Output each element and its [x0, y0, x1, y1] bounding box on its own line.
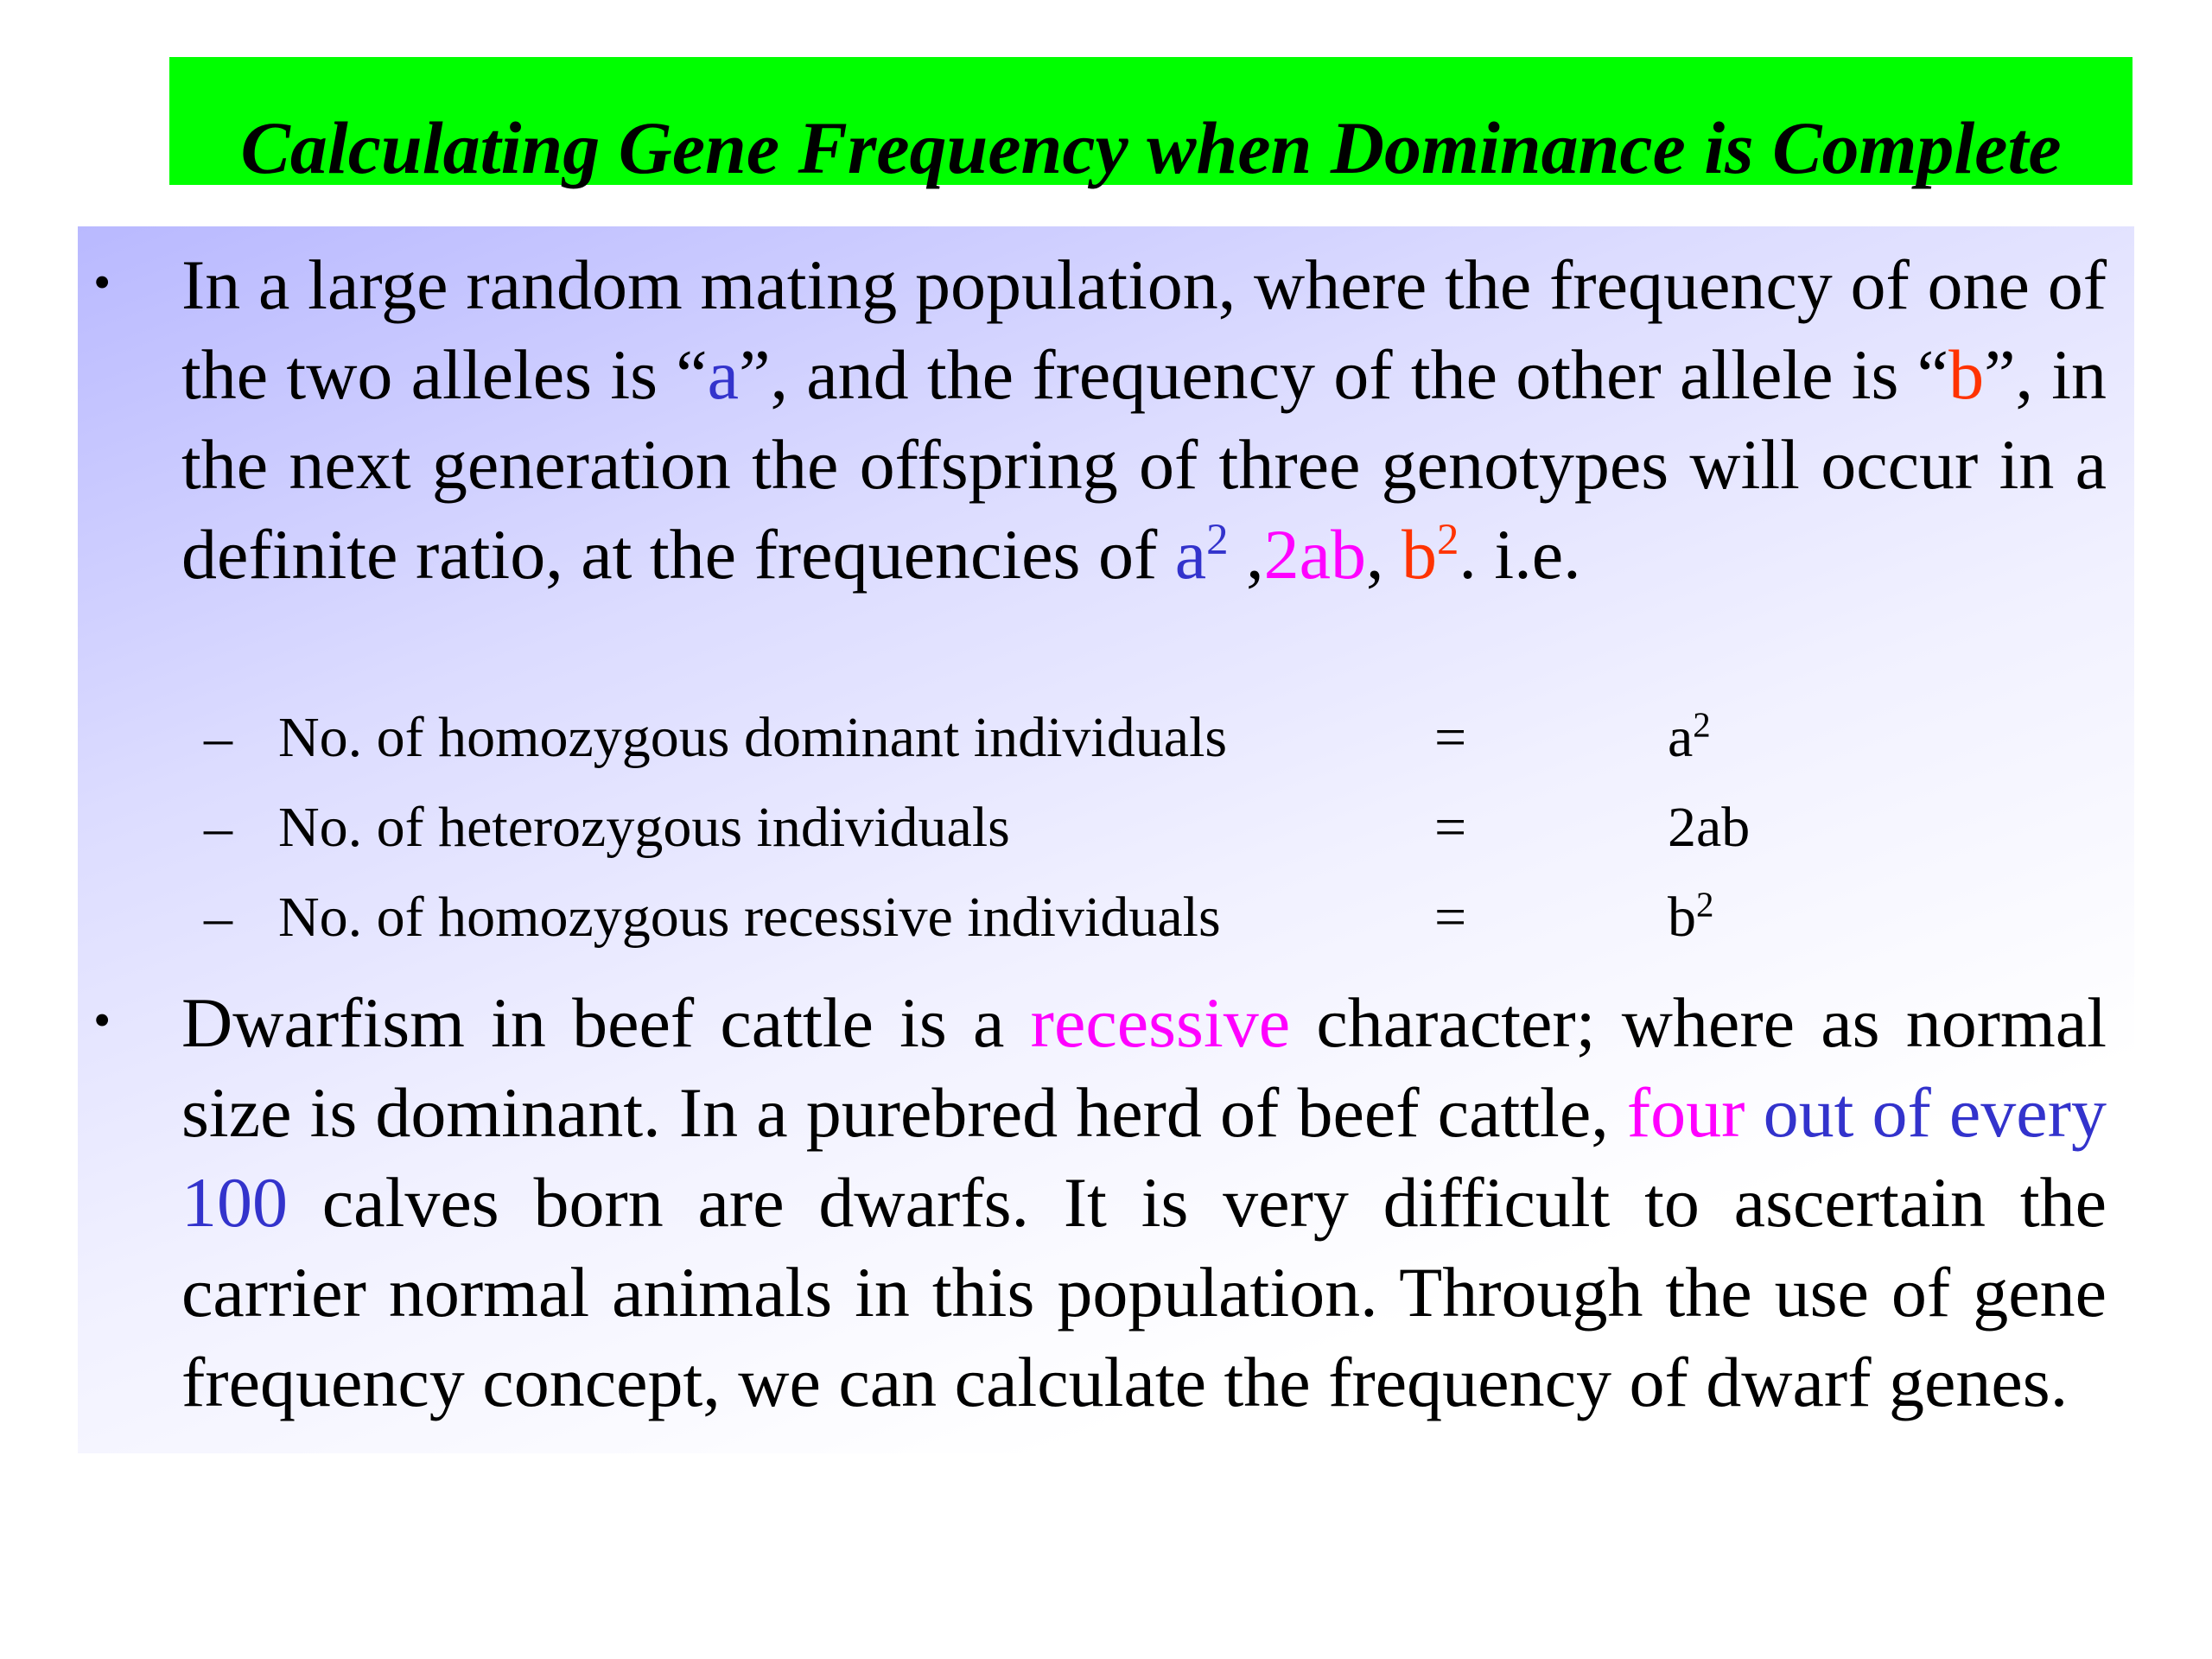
equals-sign: = — [1434, 796, 1467, 859]
two-ab-term: 2ab — [1263, 515, 1366, 594]
genotype-label: No. of homozygous dominant individuals — [278, 706, 1228, 769]
genotype-label: No. of homozygous recessive individuals — [278, 886, 1221, 949]
genotype-row-heterozygous — [204, 793, 1846, 862]
genotype-row-dominant — [204, 703, 1846, 772]
genotype-value: $b^2$ — [1668, 885, 1714, 949]
dash-marker: – — [204, 796, 232, 859]
equals-sign: = — [1434, 706, 1467, 769]
genotype-value: 2ab — [1668, 796, 1751, 859]
genotype-value: $a^2$ — [1668, 705, 1711, 769]
b-squared-term: $b^2$ — [1402, 515, 1459, 594]
bullet-1-marker: • — [93, 254, 111, 310]
a-squared-term: $a^2$ — [1174, 515, 1229, 594]
title-bar — [169, 57, 2133, 189]
bullet-2-marker: • — [93, 992, 111, 1048]
genotype-row-recessive — [204, 883, 1846, 952]
bullet-1-paragraph: In a large random mating population, where the frequency of one of the two alleles is “a”, and the frequency of the other allele is “b”, in the next generation the offspring of three genotypes will occur in a definite ratio, at the frequencies of $a^2$ ,2ab, $b^2$. i.e. — [181, 245, 2107, 594]
four-highlight: four — [1626, 1073, 1745, 1152]
equals-sign: = — [1434, 886, 1467, 949]
allele-b-label: b — [1948, 335, 1985, 414]
dash-marker: – — [204, 886, 232, 949]
allele-a-label: a — [707, 335, 740, 414]
bullet-2-paragraph: Dwarfism in beef cattle is a recessive character; where as normal size is dominant. In a purebred herd of beef cattle, four out of every 100 calves born are dwarfs. It is very difficult to ascertain the carrier normal animals in this population. Through the use of gene frequency concept, we can calculate the frequency of dwarf genes. — [181, 983, 2107, 1421]
slide-title: Calculating Gene Frequency when Dominance is Complete — [240, 106, 2062, 189]
out-of-every-100-highlight: out of every 100 — [181, 1073, 2107, 1242]
genotype-label: No. of heterozygous individuals — [278, 796, 1010, 859]
dash-marker: – — [204, 706, 232, 769]
recessive-highlight: recessive — [1030, 983, 1291, 1062]
